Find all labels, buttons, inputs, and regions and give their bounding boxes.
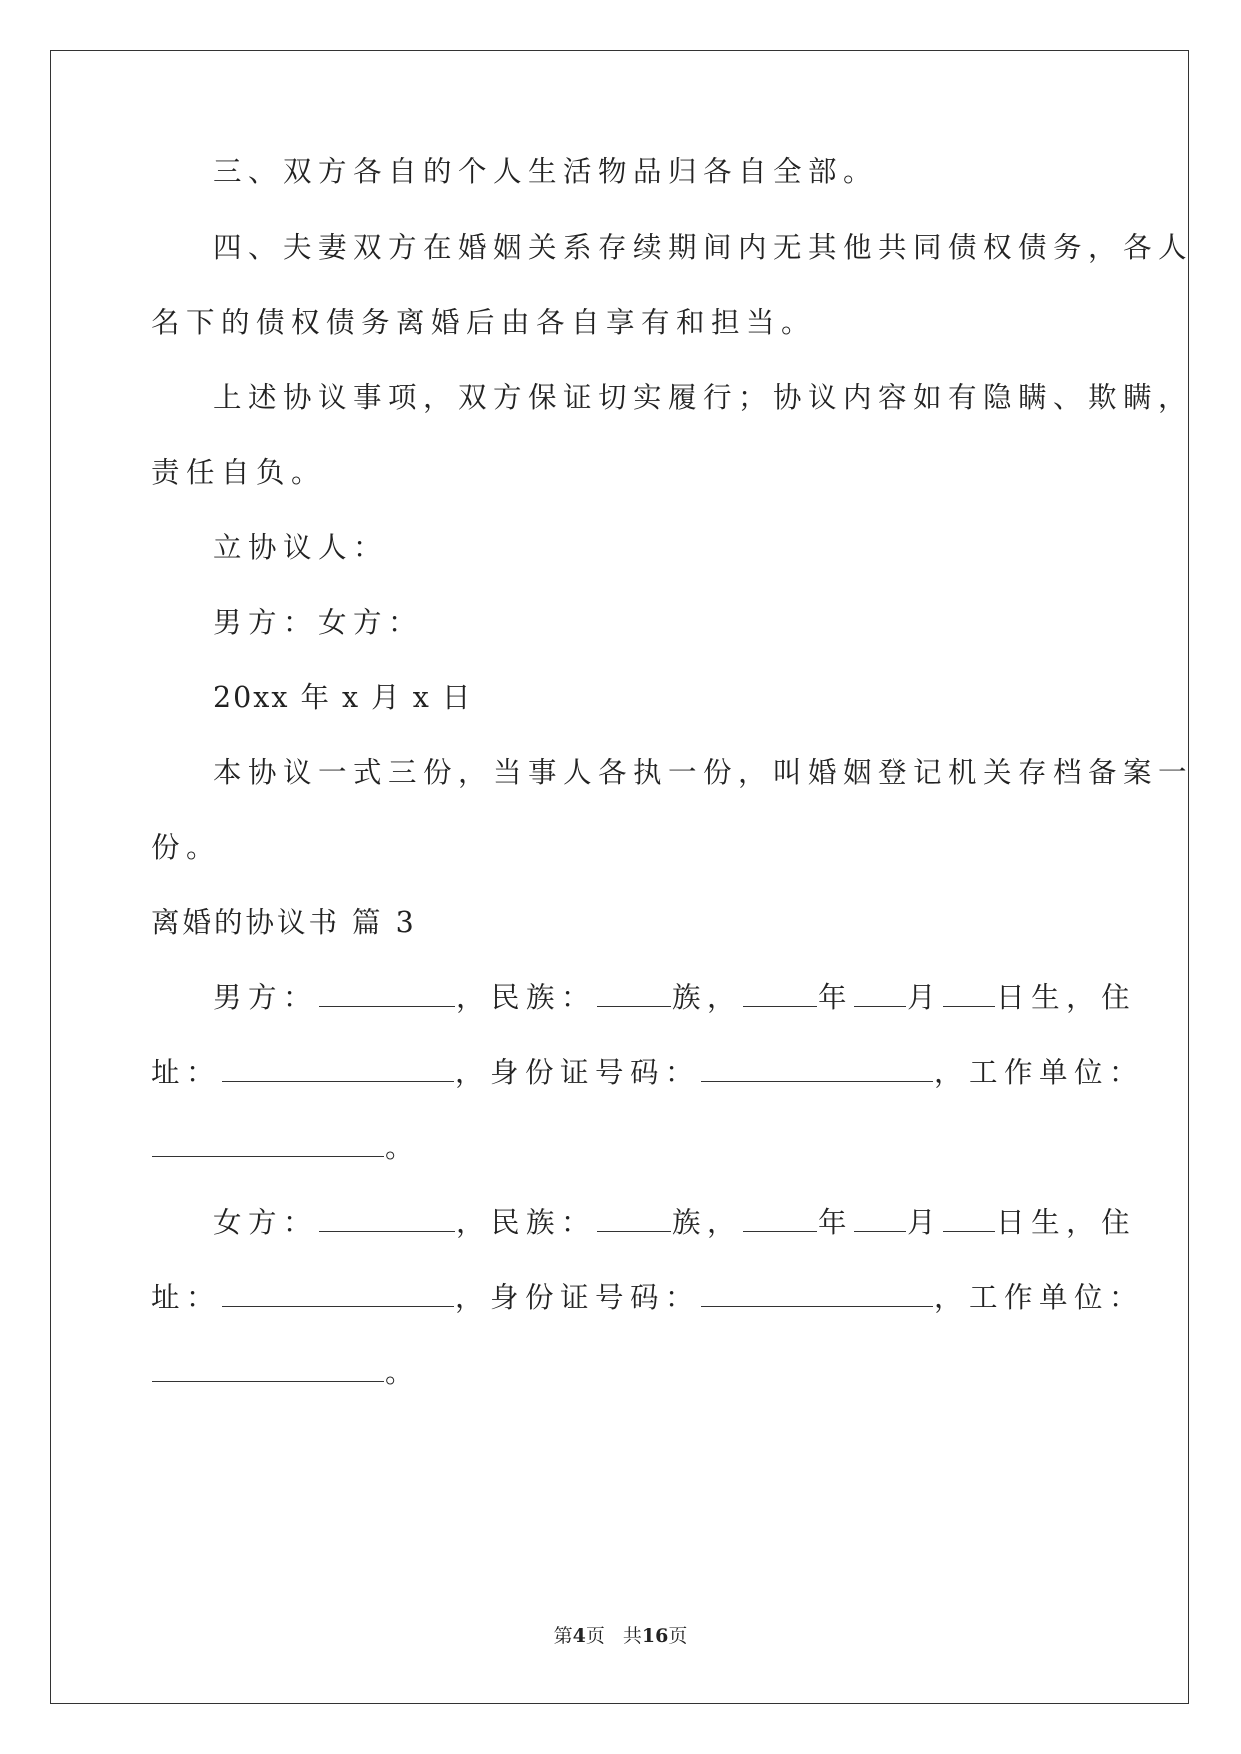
female-info-line-2 <box>151 1278 1144 1318</box>
female-address-blank <box>222 1280 454 1307</box>
male-unit-label: ，工作单位： <box>934 1056 1145 1089</box>
female-day-blank <box>943 1205 995 1232</box>
female-name-blank <box>319 1205 455 1232</box>
male-nation-suffix: 族， <box>672 981 743 1014</box>
page-footer <box>0 1624 1241 1648</box>
male-nation-label: ，民族： <box>456 981 597 1014</box>
female-id-label: ，身份证号码： <box>455 1281 701 1314</box>
paragraph-guarantee-line-1: 上述协议事项，双方保证切实履行；协议内容如有隐瞒、欺瞒， <box>213 381 1194 414</box>
total-pages: 16 <box>641 1625 669 1647</box>
male-id-blank <box>701 1055 933 1082</box>
page-suffix: 页 <box>585 1625 605 1647</box>
male-info-line-3 <box>151 1128 420 1168</box>
female-end: 。 <box>385 1356 421 1389</box>
male-address-blank <box>222 1055 454 1082</box>
total-suffix: 页 <box>668 1625 688 1647</box>
page-frame <box>50 50 1189 1704</box>
paragraph-guarantee-line-2: 责任自负。 <box>151 456 327 489</box>
female-nation-suffix: 族， <box>672 1206 743 1239</box>
signature-parties: 男方：女方： <box>213 606 424 639</box>
female-info-line-3 <box>151 1353 420 1393</box>
male-unit-blank <box>152 1130 384 1157</box>
male-label: 男方： <box>213 981 319 1014</box>
female-id-blank <box>701 1280 933 1307</box>
male-info-line-2 <box>151 1053 1144 1093</box>
male-info-line-1 <box>213 978 1136 1018</box>
section-heading: 离婚的协议书 篇 3 <box>151 906 417 939</box>
paragraph-personal-items: 三、双方各自的个人生活物品归各自全部。 <box>213 155 879 188</box>
male-month-blank <box>854 980 906 1007</box>
female-info-line-1 <box>213 1203 1136 1243</box>
paragraph-copies-line-2: 份。 <box>151 831 222 864</box>
male-day-blank <box>943 980 995 1007</box>
female-year-label: 年 <box>818 1206 854 1239</box>
male-month-label: 月 <box>907 981 943 1014</box>
paragraph-copies-line-1: 本协议一式三份，当事人各执一份，叫婚姻登记机关存档备案一 <box>213 756 1194 789</box>
female-label: 女方： <box>213 1206 319 1239</box>
male-name-blank <box>319 980 455 1007</box>
total-prefix: 共 <box>622 1625 642 1647</box>
male-nation-blank <box>597 980 671 1007</box>
signatories-label: 立协议人： <box>213 531 389 564</box>
paragraph-debts-line-2: 名下的债权债务离婚后由各自享有和担当。 <box>151 306 817 339</box>
page-number: 4 <box>572 1625 586 1647</box>
agreement-date: 20xx 年 x 月 x 日 <box>213 681 473 714</box>
male-year-label: 年 <box>818 981 854 1014</box>
male-born-label: 日生，住 <box>996 981 1137 1014</box>
male-address-label: 址： <box>151 1056 222 1089</box>
male-year-blank <box>743 980 817 1007</box>
page-prefix: 第 <box>553 1625 573 1647</box>
female-unit-label: ，工作单位： <box>934 1281 1145 1314</box>
male-end: 。 <box>385 1131 421 1164</box>
female-month-blank <box>854 1205 906 1232</box>
female-nation-label: ，民族： <box>456 1206 597 1239</box>
male-id-label: ，身份证号码： <box>455 1056 701 1089</box>
female-year-blank <box>743 1205 817 1232</box>
female-month-label: 月 <box>907 1206 943 1239</box>
female-unit-blank <box>152 1355 384 1382</box>
female-address-label: 址： <box>151 1281 222 1314</box>
female-born-label: 日生，住 <box>996 1206 1137 1239</box>
female-nation-blank <box>597 1205 671 1232</box>
paragraph-debts-line-1: 四、夫妻双方在婚姻关系存续期间内无其他共同债权债务，各人 <box>213 231 1194 264</box>
